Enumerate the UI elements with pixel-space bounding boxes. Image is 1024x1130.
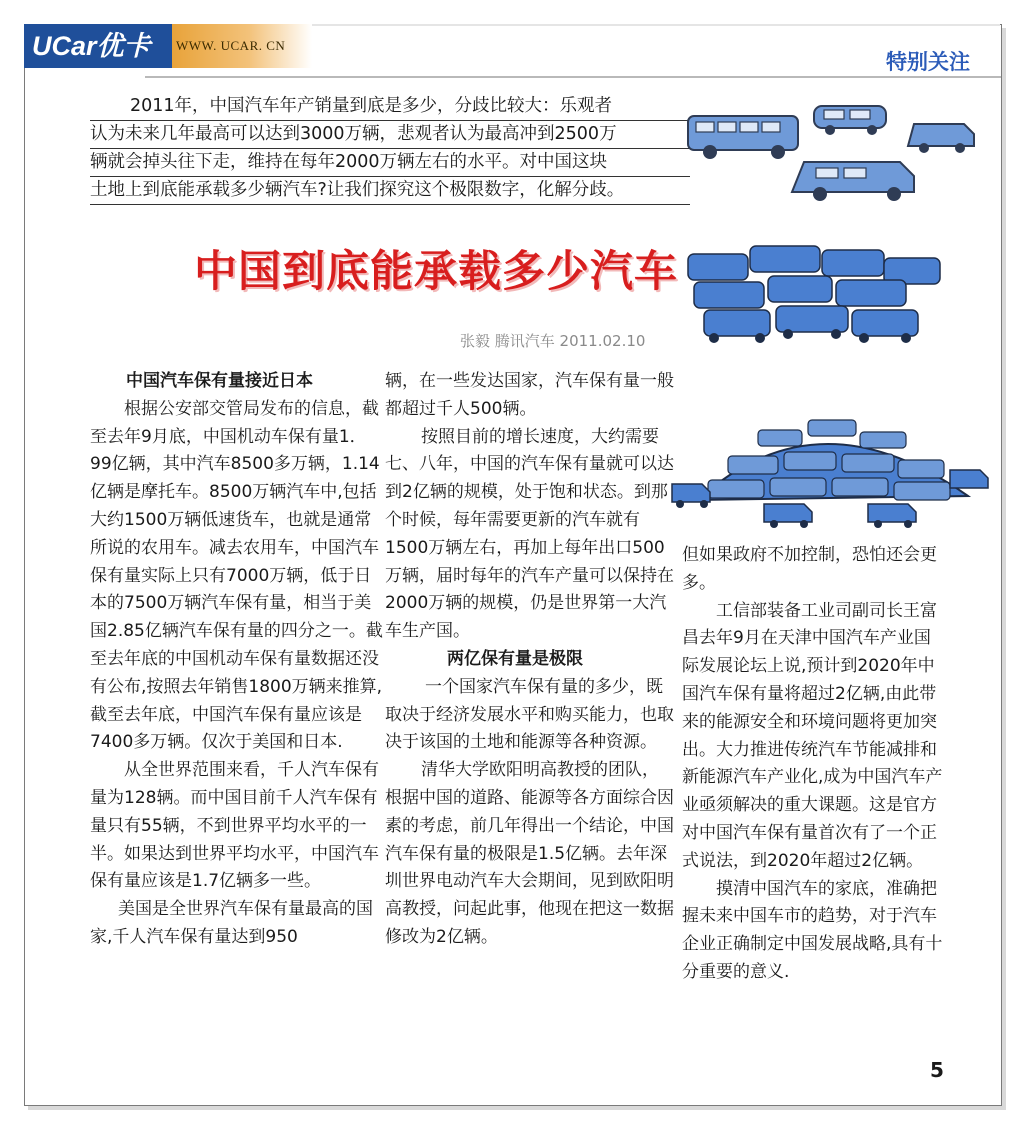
paragraph: 美国是全世界汽车保有量最高的国家,千人汽车保有量达到950 — [90, 899, 373, 947]
header-divider — [145, 76, 1001, 78]
intro-line: 辆就会掉头往下走，维持在每年2000万辆左右的水平。对中国这块 — [90, 149, 690, 177]
traffic-jam-illustration — [684, 236, 946, 346]
paragraph: 根据公安部交管局发布的信息，截至去年9月底，中国机动车保有量1．99亿辆，其中汽车8500多万辆，1.14亿辆是摩托车。8500万辆汽车中,包括大约1500万辆低速货车，也就是通常所说的农用车。减去农用车，中国汽车保有量实际上只有7000万辆，低于日本的7500万辆汽车保有量，相当于美国2.85亿辆汽车保有量的四分之一。截至去年底的中国机动车保有量数据还没有公布,按照去年销售1800万辆来推算,截至去年底，中国汽车保有量应该是7400多万辆。仅次于美国和日本. — [90, 398, 383, 753]
paragraph: 从全世界范围来看，千人汽车保有量为128辆。而中国目前千人汽车保有量只有55辆，不到世界平均水平的一半。如果达到世界平均水平，中国汽车保有量应该是1.7亿辆多一些。 — [90, 760, 379, 892]
section-heading: 两亿保有量是极限 — [447, 648, 583, 669]
page-header — [24, 24, 1001, 70]
header-top-line — [312, 24, 1000, 26]
article-title: 中国到底能承载多少汽车 — [194, 247, 678, 297]
intro-line: 土地上到底能承载多少辆汽车?让我们探究这个极限数字，化解分歧。 — [90, 177, 690, 205]
paragraph: 工信部装备工业司副司长王富昌去年9月在天津中国汽车产业国际发展论坛上说,预计到2020年中国汽车保有量将超过2亿辆,由此带来的能源安全和环境问题将更加突出。大力推进传统汽车节能减排和新能源汽车产业化,成为中国汽车产业亟须解决的重大课题。这是官方对中国汽车保有量首次有了一个正式说法，到2020年超过2亿辆。 — [682, 600, 943, 871]
paragraph: 一个国家汽车保有量的多少，既取决于经济发展水平和购买能力，也取决于该国的土地和能源等各种资源。 — [385, 676, 674, 753]
page-number: 5 — [930, 1058, 944, 1082]
section-title: 特别关注 — [886, 50, 970, 74]
paragraph: 摸清中国汽车的家底，准确把握未来中国车市的趋势，对于汽车企业正确制定中国发展战略,具有十分重要的意义. — [682, 878, 943, 982]
car-mountain-illustration — [668, 400, 994, 530]
paragraph: 辆，在一些发达国家，汽车保有量一般都超过千人500辆。 — [385, 371, 674, 419]
article-column-2 — [385, 368, 675, 952]
paragraph: 清华大学欧阳明高教授的团队，根据中国的道路、能源等各方面综合因素的考虑，前几年得出一个结论，中国汽车保有量的极限是1.5亿辆。去年深圳世界电动汽车大会期间，见到欧阳明高教授，问起此事，他现在把这一数据修改为2亿辆。 — [385, 760, 674, 947]
paragraph: 按照目前的增长速度，大约需要七、八年，中国的汽车保有量就可以达到2亿辆的规模，处于饱和状态。到那个时候，每年需要更新的汽车就有1500万辆左右，再加上每年出口500万辆，届时每年的汽车产量可以保持在2000万辆的规模，仍是世界第一大汽车生产国。 — [385, 426, 674, 642]
intro-line: 2011年，中国汽车年产销量到底是多少，分歧比较大：乐观者 — [90, 93, 690, 121]
article-column-1 — [90, 368, 386, 952]
paragraph: 但如果政府不加控制，恐怕还会更多。 — [682, 545, 937, 593]
article-byline: 张毅 腾讯汽车 2011.02.10 — [460, 332, 646, 350]
article-column-3 — [682, 542, 944, 987]
intro-line: 认为未来几年最高可以达到3000万辆，悲观者认为最高冲到2500万 — [90, 121, 690, 149]
header-url: WWW. UCAR. CN — [176, 38, 286, 53]
intro-paragraph — [90, 93, 690, 205]
section-heading: 中国汽车保有量接近日本 — [126, 371, 313, 391]
cars-illustration-top — [684, 92, 980, 202]
ucar-logo: UCar优卡 — [24, 24, 172, 68]
